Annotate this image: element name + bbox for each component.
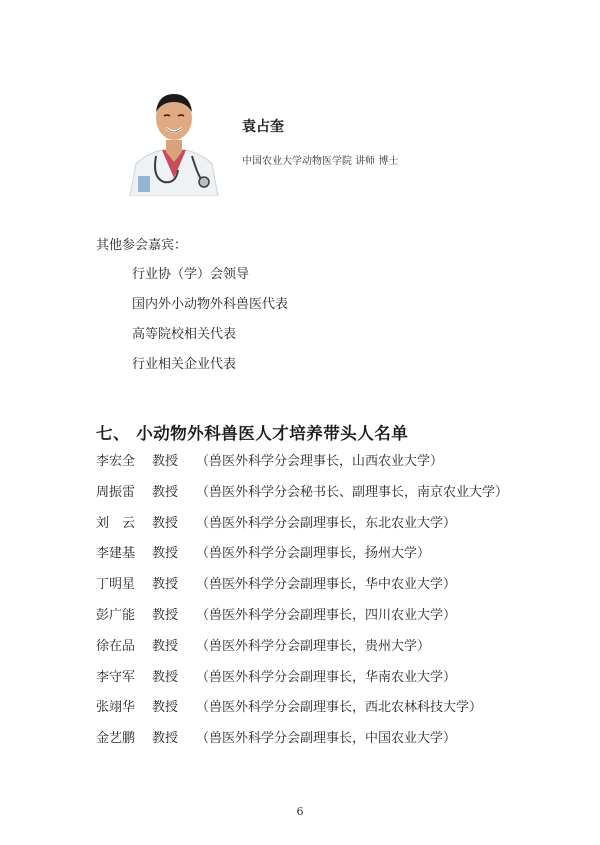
leader-affiliation: （兽医外科学分会副理事长，扬州大学） bbox=[196, 546, 431, 562]
leader-row bbox=[96, 638, 508, 669]
leader-affiliation: （兽医外科学分会秘书长、副理事长，南京农业大学） bbox=[196, 484, 509, 500]
leader-name: 彭广能 bbox=[96, 607, 136, 623]
leader-rank: 教授 bbox=[152, 454, 179, 469]
leader-rank: 教授 bbox=[152, 731, 179, 747]
leader-rank: 教授 bbox=[152, 669, 179, 685]
leader-name: 李宏全 bbox=[96, 454, 136, 469]
leader-affiliation: （兽医外科学分会副理事长，东北农业大学） bbox=[196, 515, 457, 531]
leader-row bbox=[96, 484, 508, 515]
guest-item: 行业相关企业代表 bbox=[132, 357, 237, 372]
leader-affiliation: （兽医外科学分会副理事长，华南农业大学） bbox=[196, 669, 457, 685]
leader-row bbox=[96, 453, 508, 484]
leader-affiliation: （兽医外科学分会副理事长，贵州大学） bbox=[196, 638, 431, 654]
other-guests-list bbox=[132, 266, 288, 386]
leader-affiliation: （兽医外科学分会副理事长，中国农业大学） bbox=[196, 731, 457, 747]
leader-rank: 教授 bbox=[152, 700, 179, 716]
leader-name: 徐在品 bbox=[96, 638, 136, 654]
page-number: 6 bbox=[296, 805, 304, 818]
speaker-profile bbox=[126, 86, 546, 198]
leader-row bbox=[96, 545, 508, 576]
leaders-list bbox=[96, 453, 508, 761]
guest-item: 国内外小动物外科兽医代表 bbox=[132, 297, 289, 312]
leader-name: 刘 云 bbox=[96, 515, 136, 531]
leader-name: 丁明星 bbox=[96, 577, 136, 593]
leader-row bbox=[96, 607, 508, 638]
section-heading: 七、 小动物外科兽医人才培养带头人名单 bbox=[96, 424, 409, 443]
guest-item: 高等院校相关代表 bbox=[132, 327, 237, 342]
speaker-name: 袁占奎 bbox=[242, 119, 284, 135]
leader-rank: 教授 bbox=[152, 577, 179, 593]
other-guests-label: 其他参会嘉宾： bbox=[96, 238, 188, 253]
speaker-title: 中国农业大学动物医学院 讲师 博士 bbox=[242, 156, 399, 167]
speaker-photo bbox=[126, 86, 222, 196]
leader-name: 张翊华 bbox=[96, 700, 136, 716]
leader-row bbox=[96, 669, 508, 700]
guest-item: 行业协（学）会领导 bbox=[132, 267, 250, 282]
leader-rank: 教授 bbox=[152, 546, 179, 562]
leader-name: 李守军 bbox=[96, 669, 136, 685]
leader-rank: 教授 bbox=[152, 607, 179, 623]
leader-row bbox=[96, 699, 508, 730]
leader-affiliation: （兽医外科学分会副理事长，四川农业大学） bbox=[196, 607, 457, 623]
leader-affiliation: （兽医外科学分会理事长，山西农业大学） bbox=[196, 454, 444, 469]
leader-rank: 教授 bbox=[152, 515, 179, 531]
leader-row bbox=[96, 730, 508, 761]
leader-affiliation: （兽医外科学分会副理事长，华中农业大学） bbox=[196, 577, 457, 593]
leader-name: 金艺鹏 bbox=[96, 731, 136, 747]
leader-name: 周振雷 bbox=[96, 484, 136, 500]
leader-affiliation: （兽医外科学分会副理事长，西北农林科技大学） bbox=[196, 700, 483, 716]
leader-rank: 教授 bbox=[152, 484, 179, 500]
leader-row bbox=[96, 576, 508, 607]
leader-name: 李建基 bbox=[96, 546, 136, 562]
leader-rank: 教授 bbox=[152, 638, 179, 654]
leader-row bbox=[96, 515, 508, 546]
